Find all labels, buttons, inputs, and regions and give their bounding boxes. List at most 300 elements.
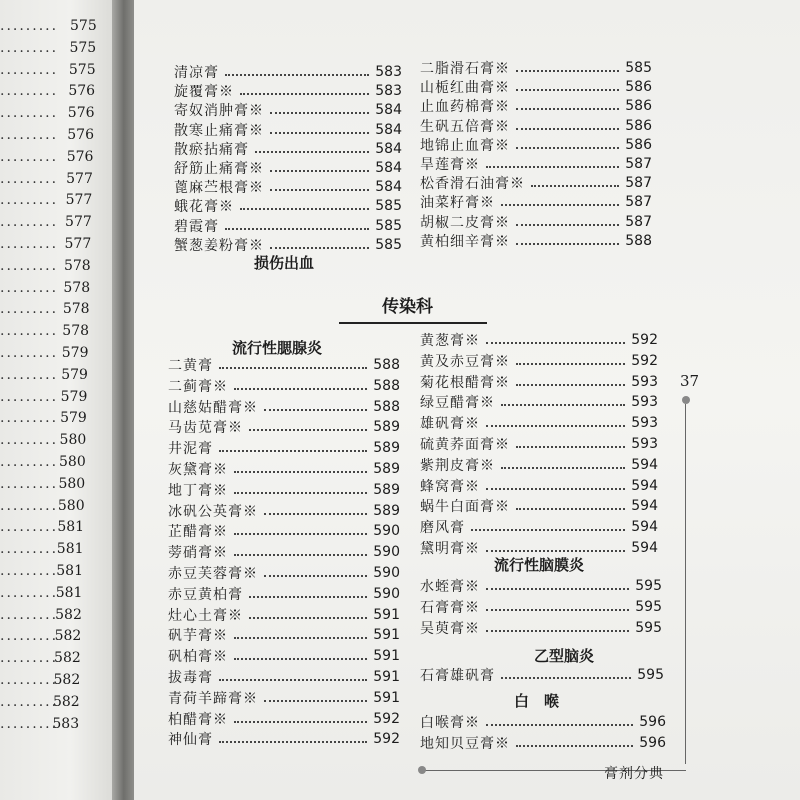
dotted-leader	[219, 679, 367, 681]
toc-entry	[168, 625, 400, 645]
left-page-number: 577	[64, 236, 92, 252]
entry-name: 止血药棉膏※	[420, 99, 510, 116]
toc-entry	[420, 476, 658, 496]
left-page-number: 582	[54, 628, 82, 645]
dotted-leader: .........	[0, 410, 59, 427]
toc-entry	[174, 62, 402, 82]
dotted-leader	[264, 409, 367, 411]
dotted-leader	[486, 724, 633, 726]
left-page-number: 582	[54, 650, 81, 667]
entry-page-number: 588	[373, 398, 400, 415]
left-page-number: 575	[68, 61, 96, 78]
dotted-leader	[234, 388, 367, 390]
dotted-leader	[516, 243, 619, 245]
entry-page-number: 591	[373, 689, 400, 706]
dotted-leader	[219, 450, 367, 452]
heading-diphtheria: 白 喉	[514, 692, 560, 710]
entry-name: 马齿苋膏※	[168, 420, 243, 437]
dotted-leader: .........	[0, 192, 59, 209]
toc-entry	[420, 192, 652, 212]
toc-entry	[420, 351, 658, 371]
dotted-leader	[516, 363, 625, 365]
dotted-leader	[486, 630, 629, 632]
entry-name: 散瘀拈痛膏	[174, 141, 249, 158]
entry-page-number: 591	[373, 669, 400, 685]
left-page-number: 583	[52, 715, 80, 732]
left-page-number: 581	[56, 563, 83, 579]
dotted-leader: .........	[0, 105, 59, 122]
toc-entry	[174, 196, 402, 216]
toc-entry	[420, 576, 662, 596]
marker-dot-bottom	[418, 766, 426, 774]
entry-name: 碧霞膏	[174, 218, 219, 235]
left-page-number: 578	[62, 301, 90, 318]
dotted-leader	[516, 70, 619, 72]
entry-page-number: 596	[639, 735, 666, 751]
dotted-leader	[516, 508, 625, 510]
left-page-number: 581	[55, 584, 83, 601]
dotted-leader: .........	[0, 127, 59, 143]
dotted-leader	[501, 467, 625, 469]
dotted-leader	[471, 529, 625, 531]
dotted-leader	[240, 93, 369, 95]
toc-entry	[168, 709, 400, 729]
left-page-number: 578	[63, 279, 91, 296]
toc-entry	[420, 135, 652, 155]
entry-page-number: 589	[373, 419, 400, 436]
dotted-leader	[516, 108, 619, 110]
dotted-leader	[270, 132, 369, 134]
dotted-leader	[501, 404, 625, 406]
entry-page-number: 584	[375, 102, 402, 119]
entry-name: 雄矾膏※	[420, 416, 480, 433]
dotted-leader: .........	[0, 83, 59, 100]
heading-injury-bleeding: 损伤出血	[254, 254, 315, 272]
toc-entry	[168, 563, 400, 583]
entry-name: 磨风膏	[420, 520, 465, 537]
entry-name: 二蓟膏※	[168, 378, 228, 395]
dotted-leader: .........	[0, 541, 59, 558]
heading-mumps: 流行性腮腺炎	[232, 339, 323, 357]
entry-page-number: 588	[625, 232, 652, 249]
entry-name: 蟹葱姜粉膏※	[174, 237, 264, 254]
left-page-number: 579	[61, 366, 88, 383]
toc-entry	[168, 605, 400, 625]
left-page-number: 578	[62, 323, 90, 340]
left-page-number: 577	[65, 214, 92, 231]
entry-page-number: 593	[631, 415, 658, 432]
entry-name: 二黄膏	[168, 358, 213, 374]
toc-entry	[174, 158, 402, 178]
entry-page-number: 591	[373, 606, 400, 623]
dotted-leader	[516, 89, 619, 91]
toc-entry	[420, 212, 652, 232]
entry-page-number: 586	[625, 136, 652, 153]
dotted-leader	[234, 533, 367, 535]
heading-meningitis: 流行性脑膜炎	[494, 556, 585, 574]
toc-entry	[174, 81, 402, 101]
toc-entry	[420, 116, 652, 136]
entry-page-number: 586	[625, 98, 652, 115]
dotted-leader: .........	[0, 475, 59, 492]
toc-entry	[174, 120, 402, 140]
dotted-leader: .........	[0, 519, 59, 536]
dotted-leader	[270, 247, 369, 249]
toc-entry	[420, 413, 658, 433]
entry-page-number: 584	[375, 121, 402, 138]
toc-entry	[174, 139, 402, 159]
entry-page-number: 592	[631, 352, 658, 369]
dotted-leader	[219, 367, 367, 369]
toc-entry	[420, 665, 664, 685]
entry-page-number: 586	[625, 117, 652, 134]
entry-page-number: 594	[631, 519, 658, 536]
dotted-leader	[225, 74, 369, 76]
entry-name: 赤豆芙蓉膏※	[168, 566, 258, 582]
entry-name: 赤豆黄柏膏	[168, 586, 243, 603]
entry-page-number: 585	[375, 198, 402, 215]
toc-entry	[168, 521, 400, 541]
entry-page-number: 585	[375, 236, 402, 253]
entry-name: 柏醋膏※	[168, 711, 228, 728]
entry-page-number: 593	[631, 373, 658, 390]
dotted-leader	[234, 492, 367, 494]
dotted-leader: .........	[0, 301, 59, 318]
dotted-leader: .........	[0, 672, 59, 688]
entry-page-number: 594	[631, 540, 658, 556]
entry-name: 灰黛膏※	[168, 462, 228, 478]
left-page-number: 579	[61, 345, 89, 361]
toc-entry	[420, 231, 652, 251]
entry-name: 蜗牛白面膏※	[420, 499, 510, 516]
left-page-number: 582	[55, 606, 82, 623]
toc-entry	[174, 100, 402, 120]
dotted-leader: .........	[0, 18, 59, 34]
dotted-leader	[234, 471, 367, 473]
dotted-leader: .........	[0, 497, 59, 514]
entry-name: 硫黄荞面膏※	[420, 437, 510, 453]
dotted-leader	[486, 342, 625, 344]
toc-entry	[168, 459, 400, 479]
entry-name: 蓖麻苎根膏※	[174, 180, 264, 197]
entry-page-number: 592	[373, 731, 400, 748]
toc-entry	[420, 517, 658, 537]
dotted-leader	[486, 425, 625, 427]
left-page-number: 575	[70, 18, 97, 34]
left-page-number: 579	[60, 410, 87, 427]
left-page-number: 581	[57, 519, 85, 536]
toc-entry	[168, 646, 400, 666]
entry-name: 矾柏膏※	[168, 649, 228, 666]
dotted-leader	[486, 488, 625, 490]
entry-page-number: 595	[637, 667, 664, 683]
entry-name: 黛明膏※	[420, 541, 480, 557]
dotted-leader	[219, 741, 367, 743]
left-page-number: 576	[66, 148, 94, 165]
toc-entry	[168, 501, 400, 521]
entry-page-number: 594	[631, 498, 658, 515]
dotted-leader: .........	[0, 432, 59, 449]
dotted-leader	[234, 721, 367, 723]
toc-entry	[174, 235, 402, 255]
entry-name: 石膏膏※	[420, 600, 480, 616]
toc-entry	[420, 712, 666, 732]
entry-page-number: 594	[631, 456, 658, 473]
dotted-leader: .........	[0, 345, 59, 361]
entry-page-number: 587	[625, 175, 652, 192]
dotted-leader	[249, 429, 367, 431]
entry-page-number: 590	[373, 585, 400, 602]
entry-page-number: 588	[373, 377, 400, 394]
toc-entry	[168, 729, 400, 749]
dotted-leader	[264, 513, 367, 515]
dotted-leader: .........	[0, 628, 59, 645]
dotted-leader: .........	[0, 388, 59, 405]
heading-encephalitis-b: 乙型脑炎	[534, 647, 595, 665]
left-page-number: 581	[56, 541, 84, 558]
dotted-leader	[501, 677, 631, 679]
entry-name: 清凉膏	[174, 65, 219, 81]
left-page-number: 577	[65, 192, 93, 209]
dotted-leader: .........	[0, 366, 59, 383]
dotted-leader	[516, 745, 633, 747]
dotted-leader	[234, 658, 367, 660]
entry-name: 井泥膏	[168, 441, 213, 458]
section-rule	[339, 322, 487, 324]
left-page-number: 582	[52, 693, 80, 710]
entry-name: 神仙膏	[168, 732, 213, 749]
entry-name: 二脂滑石膏※	[420, 61, 510, 77]
entry-page-number: 594	[631, 477, 658, 494]
left-page-number: 580	[59, 432, 87, 449]
entry-name: 灶心土膏※	[168, 607, 243, 624]
dotted-leader: .........	[0, 606, 59, 623]
toc-entry	[168, 480, 400, 500]
dotted-leader	[486, 588, 629, 590]
dotted-leader: .........	[0, 563, 59, 579]
entry-name: 冰矾公英膏※	[168, 503, 258, 520]
entry-name: 蛾花膏※	[174, 199, 234, 216]
toc-entry	[420, 77, 652, 97]
entry-page-number: 590	[373, 544, 400, 561]
entry-name: 菊花根醋膏※	[420, 374, 510, 391]
dotted-leader: .........	[0, 61, 59, 78]
dotted-leader	[264, 575, 367, 577]
dotted-leader	[249, 596, 367, 598]
toc-entry	[420, 597, 662, 617]
dotted-leader: .........	[0, 693, 59, 710]
entry-name: 黄柏细辛膏※	[420, 233, 510, 250]
entry-name: 青荷羊蹄膏※	[168, 690, 258, 707]
entry-page-number: 589	[373, 440, 400, 457]
section-title-infectious: 传染科	[382, 297, 433, 317]
entry-page-number: 587	[625, 194, 652, 211]
entry-page-number: 587	[625, 213, 652, 230]
margin-line-vertical	[685, 404, 686, 764]
entry-name: 地知贝豆膏※	[420, 736, 510, 752]
toc-entry	[168, 438, 400, 458]
toc-entry	[168, 542, 400, 562]
entry-page-number: 585	[375, 217, 402, 234]
toc-entry	[420, 392, 658, 412]
left-page-number: 577	[66, 170, 93, 187]
dotted-leader	[270, 170, 369, 172]
toc-entry	[168, 397, 400, 417]
entry-name: 白喉膏※	[420, 715, 480, 731]
entry-page-number: 590	[373, 565, 400, 581]
entry-page-number: 595	[635, 578, 662, 594]
left-page-number: 576	[68, 83, 96, 100]
entry-name: 胡椒二皮膏※	[420, 214, 510, 231]
dotted-leader: .........	[0, 715, 59, 732]
toc-entry	[420, 96, 652, 116]
entry-name: 拔毒膏	[168, 670, 213, 686]
left-page-number: 579	[60, 388, 88, 405]
dotted-leader: .........	[0, 454, 59, 470]
entry-name: 地锦止血膏※	[420, 137, 510, 154]
entry-page-number: 590	[373, 523, 400, 540]
entry-page-number: 591	[373, 648, 400, 665]
dotted-leader	[516, 446, 625, 448]
dotted-leader: .........	[0, 214, 59, 231]
entry-page-number: 593	[631, 436, 658, 452]
entry-name: 散寒止痛膏※	[174, 122, 264, 139]
entry-name: 松香滑石油膏※	[420, 176, 525, 193]
side-page-number: 37	[680, 372, 700, 390]
dotted-leader: .........	[0, 148, 59, 165]
dotted-leader	[486, 166, 619, 168]
toc-entry	[420, 455, 658, 475]
entry-name: 吴萸膏※	[420, 621, 480, 637]
entry-name: 蒡硝膏※	[168, 545, 228, 562]
left-page-number: 578	[63, 257, 91, 274]
entry-page-number: 592	[631, 332, 658, 348]
toc-entry	[420, 538, 658, 558]
toc-entry	[420, 173, 652, 193]
toc-entry	[168, 688, 400, 708]
entry-name: 生矾五倍膏※	[420, 118, 510, 135]
entry-name: 绿豆醋膏※	[420, 395, 495, 412]
entry-name: 蜂窝膏※	[420, 478, 480, 495]
dotted-leader: .........	[0, 170, 59, 187]
dotted-leader	[270, 189, 369, 191]
entry-name: 山慈姑醋膏※	[168, 399, 258, 416]
dotted-leader	[240, 208, 369, 210]
entry-name: 旱莲膏※	[420, 157, 480, 173]
entry-name: 油菜籽膏※	[420, 195, 495, 212]
entry-page-number: 589	[373, 502, 400, 519]
dotted-leader	[234, 554, 367, 556]
toc-entry	[168, 417, 400, 437]
entry-name: 紫荆皮膏※	[420, 457, 495, 474]
toc-entry	[420, 58, 652, 78]
entry-page-number: 588	[373, 357, 400, 373]
entry-name: 水蛭膏※	[420, 579, 480, 595]
toc-entry	[420, 154, 652, 174]
entry-name: 寄奴消肿膏※	[174, 103, 264, 120]
dotted-leader	[531, 185, 619, 187]
toc-entry	[420, 618, 662, 638]
dotted-leader	[270, 112, 369, 114]
entry-name: 黄葱膏※	[420, 333, 480, 349]
entry-page-number: 584	[375, 160, 402, 176]
entry-name: 地丁膏※	[168, 482, 228, 499]
toc-entry	[174, 216, 402, 236]
entry-name: 黄及赤豆膏※	[420, 353, 510, 370]
left-page-number: 575	[69, 39, 97, 56]
footer-title: 膏剂分典	[604, 766, 664, 782]
left-page-number: 580	[58, 475, 86, 492]
toc-entry	[420, 733, 666, 753]
right-page	[134, 0, 800, 800]
entry-name: 石膏雄矾膏	[420, 668, 495, 684]
toc-entry	[420, 496, 658, 516]
dotted-leader	[234, 637, 367, 639]
entry-name: 芷醋膏※	[168, 524, 228, 541]
dotted-leader	[486, 550, 625, 552]
entry-name: 矾芋膏※	[168, 628, 228, 645]
dotted-leader	[225, 228, 369, 230]
left-page-number: 576	[67, 127, 94, 143]
entry-page-number: 595	[635, 599, 662, 615]
entry-page-number: 591	[373, 627, 400, 644]
dotted-leader	[516, 224, 619, 226]
entry-page-number: 584	[375, 140, 402, 157]
dotted-leader: .........	[0, 39, 59, 56]
toc-entry	[168, 584, 400, 604]
dotted-leader	[486, 609, 629, 611]
left-page-number: 582	[53, 672, 81, 688]
dotted-leader	[516, 384, 625, 386]
dotted-leader: .........	[0, 279, 59, 296]
toc-entry	[420, 434, 658, 454]
entry-page-number: 595	[635, 620, 662, 636]
entry-name: 山栀红曲膏※	[420, 80, 510, 97]
toc-entry	[420, 330, 658, 350]
toc-entry	[168, 667, 400, 687]
left-page-number: 580	[57, 497, 85, 514]
dotted-leader	[255, 151, 369, 153]
dotted-leader	[249, 617, 367, 619]
entry-page-number: 593	[631, 394, 658, 411]
entry-name: 舒筋止痛膏※	[174, 161, 264, 177]
entry-page-number: 585	[625, 60, 652, 76]
entry-page-number: 583	[375, 64, 402, 80]
entry-page-number: 596	[639, 714, 666, 730]
entry-page-number: 587	[625, 156, 652, 172]
entry-page-number: 589	[373, 461, 400, 477]
dotted-leader: .........	[0, 323, 59, 340]
dotted-leader: .........	[0, 236, 59, 252]
entry-page-number: 583	[375, 83, 402, 100]
dotted-leader	[516, 147, 619, 149]
dotted-leader	[516, 128, 619, 130]
toc-entry	[168, 355, 400, 375]
entry-page-number: 592	[373, 710, 400, 727]
toc-entry	[168, 376, 400, 396]
dotted-leader	[264, 700, 367, 702]
entry-page-number: 589	[373, 481, 400, 498]
left-page-number: 580	[59, 454, 86, 470]
dotted-leader	[501, 204, 619, 206]
entry-page-number: 586	[625, 79, 652, 96]
dotted-leader: .........	[0, 584, 59, 601]
dotted-leader: .........	[0, 257, 59, 274]
marker-dot-top	[682, 396, 690, 404]
dotted-leader: .........	[0, 650, 59, 667]
entry-page-number: 584	[375, 179, 402, 196]
left-page	[0, 0, 118, 800]
